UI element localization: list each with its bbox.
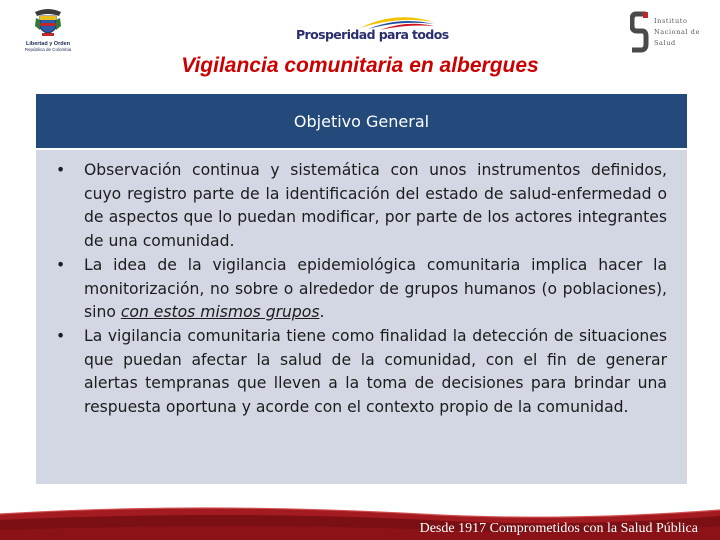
bullet-text: La idea de la vigilancia epidemiológica comunitaria implica hacer la monitorización, no sobre o alrededor de grupos humanos (o poblaciones), sino (84, 255, 667, 322)
section-header-label: Objetivo General (293, 111, 430, 131)
bullet-text-end: . (319, 303, 325, 322)
ins-logo (630, 10, 710, 54)
bullet-dot: • (56, 161, 66, 179)
logo-motto: Libertad y Orden (25, 41, 70, 47)
bullet-text: La vigilancia comunitaria tiene como finalidad la detección de situaciones que puedan afectar la salud de la comunidad, con el fin de generar alertas tempranas que lleven a la toma de decisiones para brindar una respuesta oportuna y acorde con el contexto propio de la comunidad. (84, 326, 667, 417)
ins-line2: Nacional de (654, 28, 701, 36)
ins-line1: Instituto (654, 17, 688, 25)
bullet-item (56, 254, 667, 325)
section-header (36, 94, 687, 150)
ins-line3: Salud (654, 39, 676, 47)
footer-slogan: Desde 1917 Comprometidos con la Salud Pública (419, 521, 698, 536)
prosperidad-logo (296, 14, 449, 48)
objective-body (36, 150, 687, 484)
ins-name (654, 16, 700, 49)
bullet-dot: • (56, 255, 66, 274)
bullet-item (56, 159, 667, 254)
slide-title: Vigilancia comunitaria en albergues (181, 54, 539, 77)
prosperidad-text: Prosperidad para todos (296, 27, 449, 42)
bullet-item (56, 325, 667, 420)
logo-country: República de Colombia (24, 47, 72, 52)
ins-s-mark-icon (630, 10, 650, 54)
bullet-dot: • (56, 326, 66, 345)
colombia-coat-of-arms-icon (31, 6, 65, 40)
bullet-emphasis: con estos mismos grupos (120, 303, 320, 322)
bullet-text: Observación continua y sistemática con unos instrumentos definidos, cuyo registro parte de la identificación del estado de salud-enfermedad o de aspectos que lo puedan modificar, por parte de los actores integrantes de una comunidad. (84, 161, 667, 251)
